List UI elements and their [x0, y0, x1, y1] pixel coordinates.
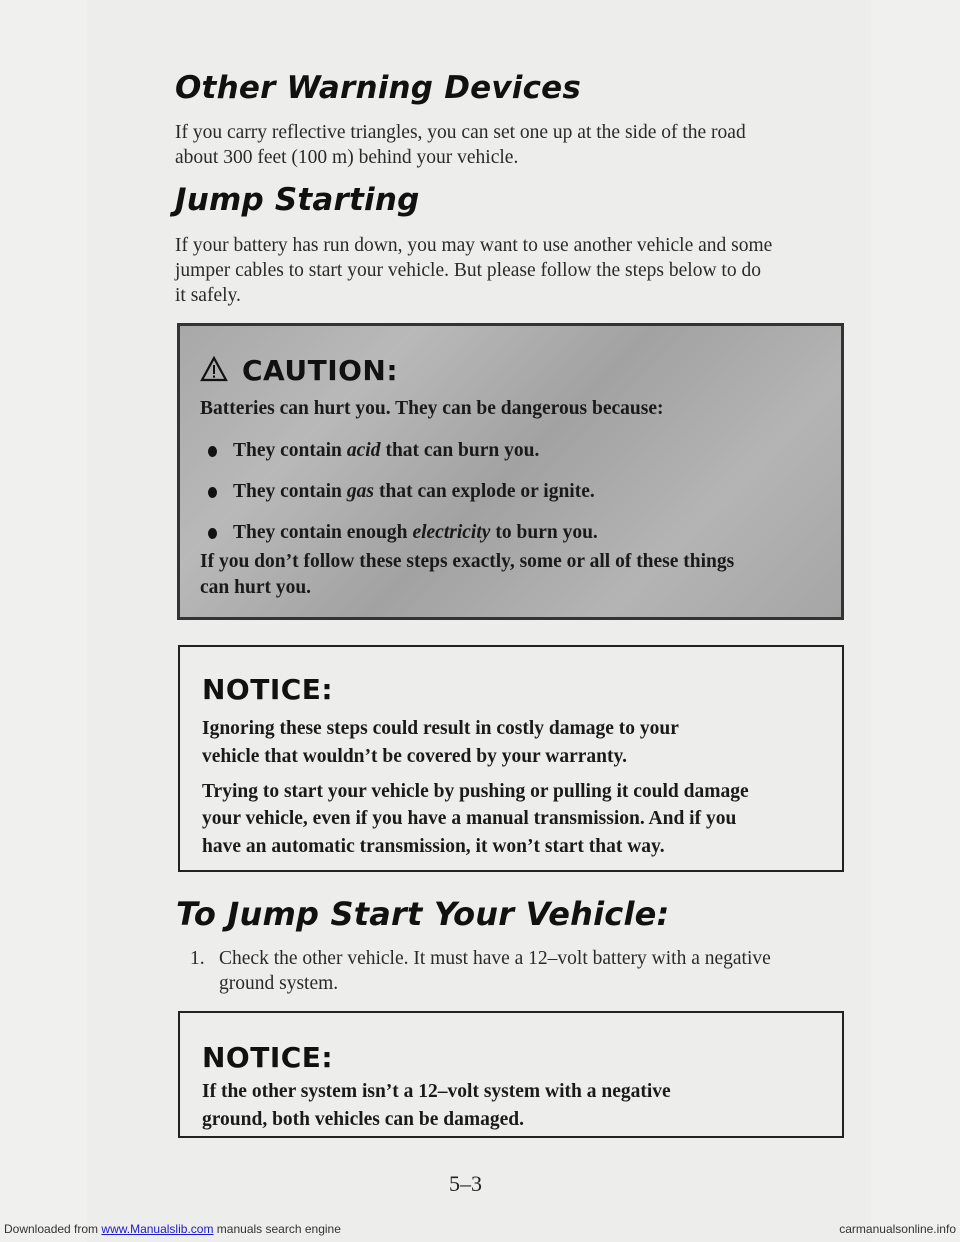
bullet-dot-icon [208, 446, 217, 457]
other-warning-text-line2: about 300 feet (100 m) behind your vehicle. [175, 147, 519, 168]
other-warning-text-line1: If you carry reflective triangles, you can set one up at the side of the road [175, 122, 746, 143]
caution-box [177, 323, 844, 620]
jump-starting-text-line3: it safely. [175, 285, 241, 306]
notice-2-line1: If the other system isn’t a 12–volt system with a negative [202, 1081, 671, 1102]
bullet-dot-icon [208, 487, 217, 498]
caution-title-row [200, 354, 398, 387]
caution-outro-line2: can hurt you. [200, 577, 312, 598]
step-1-number: 1. [190, 948, 205, 969]
section-title-to-jump-start: To Jump Start Your Vehicle: [176, 895, 670, 933]
notice-1-title: NOTICE: [202, 673, 334, 706]
manualslib-link[interactable]: www.Manualslib.com [101, 1222, 214, 1236]
caution-title: CAUTION: [242, 354, 399, 387]
notice-2-line2: ground, both vehicles can be damaged. [202, 1109, 524, 1130]
caution-outro-line1: If you don’t follow these steps exactly, some or all of these things [200, 551, 735, 572]
notice-box-1 [178, 645, 844, 872]
section-title-other-warning-devices: Other Warning Devices [175, 70, 582, 106]
step-1-line2: ground system. [219, 973, 339, 994]
notice-1-p1-line2: vehicle that wouldn’t be covered by your warranty. [202, 746, 628, 767]
step-1 [190, 946, 850, 998]
caution-bullet-acid: They contain acid that can burn you. [208, 440, 539, 462]
notice-1-p1-line1: Ignoring these steps could result in costly damage to your [202, 718, 679, 739]
bullet-dot-icon [208, 528, 217, 539]
notice-2-title: NOTICE: [202, 1041, 334, 1074]
jump-starting-text-line2: jumper cables to start your vehicle. But please follow the steps below to do [175, 260, 761, 281]
notice-1-p2-line3: have an automatic transmission, it won’t start that way. [202, 836, 665, 857]
step-1-line1: Check the other vehicle. It must have a 12–volt battery with a negative [219, 948, 771, 969]
page-number: 5–3 [449, 1171, 482, 1196]
section-title-jump-starting: Jump Starting [175, 182, 420, 218]
warning-triangle-icon [200, 356, 228, 382]
notice-1-p2-line2: your vehicle, even if you have a manual transmission. And if you [202, 808, 737, 829]
footer-download-notice: Downloaded from www.Manualslib.com manuals search engine [4, 1222, 341, 1236]
caution-bullet-electricity: They contain enough electricity to burn you. [208, 522, 598, 544]
caution-intro: Batteries can hurt you. They can be dangerous because: [200, 398, 664, 419]
notice-1-p2-line1: Trying to start your vehicle by pushing or pulling it could damage [202, 781, 749, 802]
footer-watermark: carmanualsonline.info [839, 1222, 956, 1236]
jump-starting-text-line1: If your battery has run down, you may want to use another vehicle and some [175, 235, 773, 256]
notice-box-2 [178, 1011, 844, 1138]
caution-bullet-gas: They contain gas that can explode or ignite. [208, 481, 595, 503]
